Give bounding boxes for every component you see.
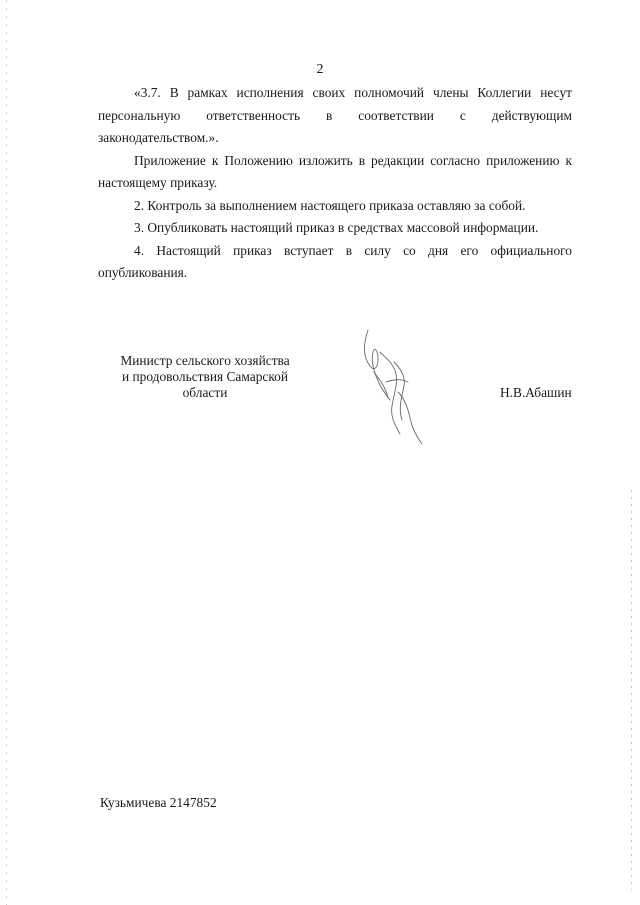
position-line: Министр сельского хозяйства <box>120 353 290 368</box>
signatory-name: Н.В.Абашин <box>500 385 572 400</box>
paragraph-appendix: Приложение к Положению изложить в редакции согласно приложению к настоящему приказу. <box>98 152 572 190</box>
paragraph-publish: 3. Опубликовать настоящий приказ в средствах массовой информации. <box>134 220 539 235</box>
page-number: 2 <box>316 62 324 77</box>
scan-edge-left <box>6 0 7 905</box>
executor-contact: Кузьмичева 2147852 <box>100 795 217 810</box>
paragraph-effective: 4. Настоящий приказ вступает в силу со дня его официального опубликования. <box>98 242 572 280</box>
scan-edge-right <box>631 490 632 890</box>
position-line: и продовольствия Самарской <box>121 369 289 384</box>
paragraph-clause-3-7: «3.7. В рамках исполнения своих полномочий члены Коллегии несут персональную ответственность в соответствии с действующим законодательством.». <box>98 85 572 145</box>
document-body <box>98 82 572 285</box>
signatory-position <box>100 353 310 401</box>
paragraph-control: 2. Контроль за выполнением настоящего приказа оставляю за собой. <box>134 197 526 213</box>
position-line: области <box>182 385 228 400</box>
handwritten-signature <box>350 322 440 450</box>
